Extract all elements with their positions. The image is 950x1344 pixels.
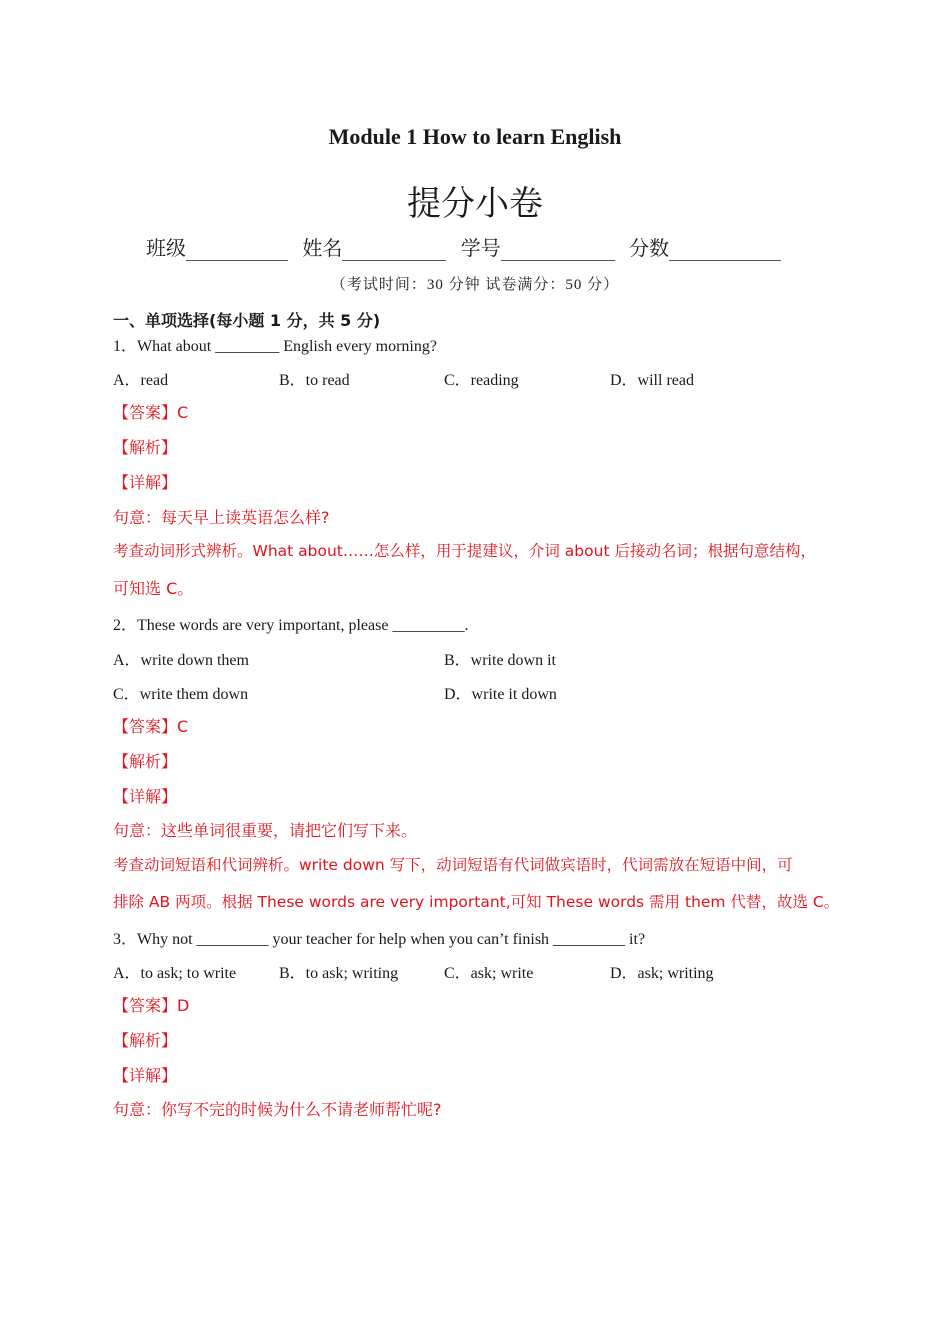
score-label: 分数 [629,236,670,260]
question-3-stem: 3．Why not _________ your teacher for help when you can’t finish _________ it? [113,931,646,948]
document-title-cn: 提分小卷 [407,184,543,224]
name-blank [342,238,446,261]
question-2-option-b: B．write down it [444,652,556,669]
question-1-option-c: C．reading [444,372,519,389]
question-2-detail: 【详解】 [113,787,178,806]
question-3-option-a: A．to ask; to write [113,965,237,982]
exam-note: （考试时间：30 分钟 试卷满分：50 分） [330,277,620,293]
question-3-option-d: D．ask; writing [610,965,714,982]
class-blank [186,238,288,261]
question-2-option-a: A．write down them [113,652,249,669]
question-3-detail: 【详解】 [113,1066,178,1085]
question-2-option-d: D．write it down [444,686,557,703]
question-3-analysis: 【解析】 [113,1031,178,1050]
question-3-answer: 【答案】D [113,996,190,1015]
question-1-answer: 【答案】C [113,403,189,422]
question-2-answer: 【答案】C [113,717,189,736]
question-2-explain-line-2: 排除 AB 两项。根据 These words are very important,可知 These words 需用 them 代替，故选 C。 [113,893,840,911]
question-2-analysis: 【解析】 [113,752,178,771]
question-1-explain-line-2: 可知选 C。 [113,579,194,598]
student-info-line [146,232,789,261]
question-3-option-c: C．ask; write [444,965,534,982]
question-2-explain-line-1: 考查动词短语和代词辨析。write down 写下，动词短语有代词做宾语时，代词需放在短语中间，可 [113,856,793,874]
score-blank [669,238,781,261]
question-1-option-a: A．read [113,372,169,389]
section-title: 一、单项选择(每小题 1 分，共 5 分) [113,311,381,330]
question-1-meaning: 句意：每天早上读英语怎么样? [113,508,330,527]
question-1-option-b: B．to read [279,372,350,389]
document-title-en: Module 1 How to learn English [328,124,622,149]
question-1-stem: 1．What about ________ English every morning? [113,338,437,355]
question-1-option-d: D．will read [610,372,694,389]
student-id-blank [501,238,615,261]
question-2-option-c: C．write them down [113,686,249,703]
question-3-meaning: 句意：你写不完的时候为什么不请老师帮忙呢? [113,1100,442,1119]
question-3-option-b: B．to ask; writing [279,965,399,982]
student-id-label: 学号 [460,236,501,260]
question-1-explain-line-1: 考查动词形式辨析。What about……怎么样，用于提建议，介词 about 后接动名词；根据句意结构， [113,542,816,560]
question-1-detail: 【详解】 [113,473,178,492]
question-1-analysis: 【解析】 [113,438,178,457]
name-label: 姓名 [302,236,343,260]
class-label: 班级 [146,236,186,260]
question-2-stem: 2．These words are very important, please _________. [113,617,469,634]
question-2-meaning: 句意：这些单词很重要，请把它们写下来。 [113,821,418,840]
